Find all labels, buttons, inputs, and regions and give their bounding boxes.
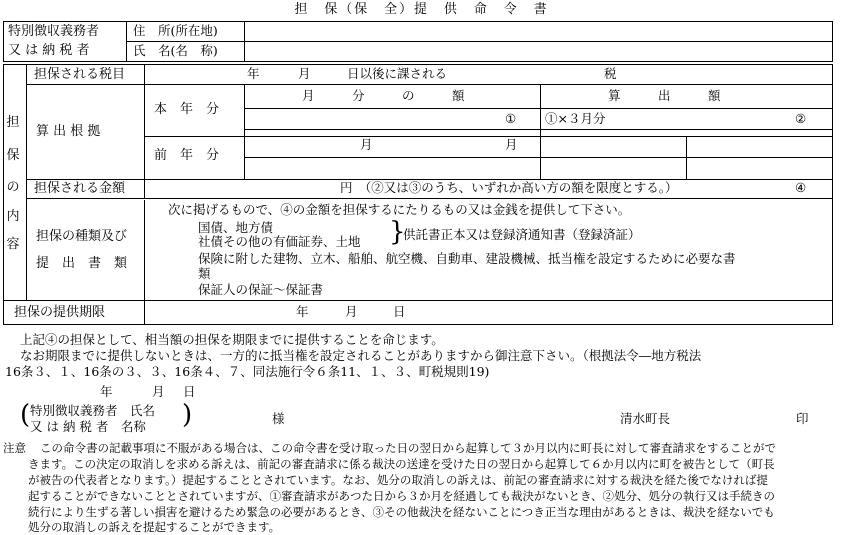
notes-prefix: 注意 [3, 441, 26, 455]
deadline-label: 担保の提供期限 [14, 305, 106, 320]
deadline-day: 日 [393, 304, 406, 319]
calc-basis-label: 算 出 根 拠 [36, 124, 101, 139]
document-title: 担 保（保 全）提 供 命 令 書 [294, 2, 549, 17]
notes-line-6: 処分の取消しの訴えを提起することができます。 [28, 520, 281, 534]
taxpayer-header-line2: 又 は 納 税 者 [8, 43, 90, 58]
side-label-3: の [6, 180, 20, 195]
deadline-month: 月 [345, 304, 358, 319]
tax-row-month: 月 [298, 66, 311, 81]
addressee-close-paren: ) [182, 400, 193, 430]
notes-line-1: この命令書の記載事項に不服がある場合は、この命令書を受け取った日の翌日から起算して３か月以内に町長に対して審査請求をすることがで [40, 441, 776, 455]
side-label-2: 保 [6, 148, 20, 163]
calc-amount-header: 算 出 額 [608, 88, 721, 103]
tax-row-label: 担保される税目 [34, 67, 126, 82]
notes-line-3: が被告の代表者となります。）提起することとされています。なお、処分の取消しの訴えは、前記の審査請求に対する裁決を経た後でなければ提 [28, 473, 768, 487]
security-item-3-cont: 類 [198, 266, 211, 281]
issue-month: 月 [152, 384, 165, 399]
order-line-3: 16条３、１、16条の３、３、16条４、７、同法施行令６条11、１、３、町税規則19) [5, 364, 490, 379]
circle-4: ④ [795, 180, 807, 195]
month-amount-header: 月 分 の 額 [302, 88, 465, 103]
sama: 様 [272, 411, 285, 426]
prev-year-label: 前 年 分 [154, 148, 220, 163]
addressee-line-1: 特別徴収義務者 氏名 [30, 403, 156, 418]
times-three-months: ①×３月分 [545, 111, 606, 126]
security-label-line2: 提 出 書 類 [36, 256, 128, 271]
notes-line-5: 続行により生ずる著しい損害を避けるため緊急の必要があるとき、③その他裁決を経ないことにつき正当な理由があるときは、裁決を経ないでも [28, 505, 775, 519]
address-label: 住 所(所在地) [133, 23, 218, 38]
prev-month-1: 月 [360, 137, 373, 152]
amount-row-text: 円 （②又は③のうち、いずれか高い方の額を限度とする。） [340, 180, 678, 195]
tax-row-day-suffix: 日以後に課される [347, 66, 448, 81]
deadline-year: 年 [296, 304, 309, 319]
order-line-2: なお期限までに提供しないときは、一方的に抵当権を設定されることがありますから御注意下さい。（根拠法令―地方税法 [20, 348, 702, 363]
security-item-2: 社債その他の有価証券、土地 [198, 234, 361, 249]
address-field[interactable] [246, 22, 832, 40]
amount-row-label: 担保される金額 [34, 181, 126, 196]
order-line-1: 上記④の担保として、相当額の担保を期限までに提供することを命じます。 [20, 332, 444, 347]
security-item-1: 国債、地方債 [198, 220, 274, 235]
tax-row-tax: 税 [604, 66, 617, 81]
issue-year: 年 [100, 384, 113, 399]
seal-mark: 印 [796, 411, 809, 426]
security-item-3: 保険に附した建物、立木、船舶、航空機、自動車、建設機械、抵当権を設定するために必要な書 [198, 251, 736, 266]
side-label-5: 容 [6, 237, 20, 252]
issue-day: 日 [183, 384, 196, 399]
name-label: 氏 名(名 称) [133, 43, 218, 58]
security-label-line1: 担保の種類及び [36, 229, 128, 244]
notes-line-2: きます。この決定の取消しを求める訴えは、前記の審査請求に係る裁決の送達を受けた日の翌日から起算して６か月以内に町を被告として（町長 [28, 457, 775, 471]
taxpayer-header-line1: 特別徴収義務者 [8, 24, 100, 39]
deposit-note: 供託書正本又は登録済通知書（登録済証） [403, 227, 641, 242]
brace: } [389, 217, 406, 247]
prev-month-2: 月 [505, 137, 518, 152]
addressee-open-paren: ( [20, 400, 31, 430]
circle-2: ② [795, 111, 807, 126]
circle-1: ① [505, 111, 517, 126]
this-year-label: 本 年 分 [154, 102, 220, 117]
tax-row-year: 年 [247, 66, 260, 81]
notes-line-4: 起することができないこととされていますが、①審査請求があつた日から３か月を経過しても裁決がないとき、②処分、処分の執行又は手続きの [28, 489, 776, 503]
security-item-4: 保証人の保証～保証書 [198, 282, 324, 297]
mayor-label: 清水町長 [620, 411, 671, 426]
security-intro: 次に掲げるもので、④の金額を担保するにたりるもの又は金銭を提供して下さい。 [168, 202, 631, 217]
name-field[interactable] [246, 42, 832, 61]
side-label-4: 内 [6, 209, 20, 224]
addressee-line-2: 又 は 納 税 者 名称 [30, 419, 146, 434]
side-label-1: 担 [6, 115, 20, 130]
